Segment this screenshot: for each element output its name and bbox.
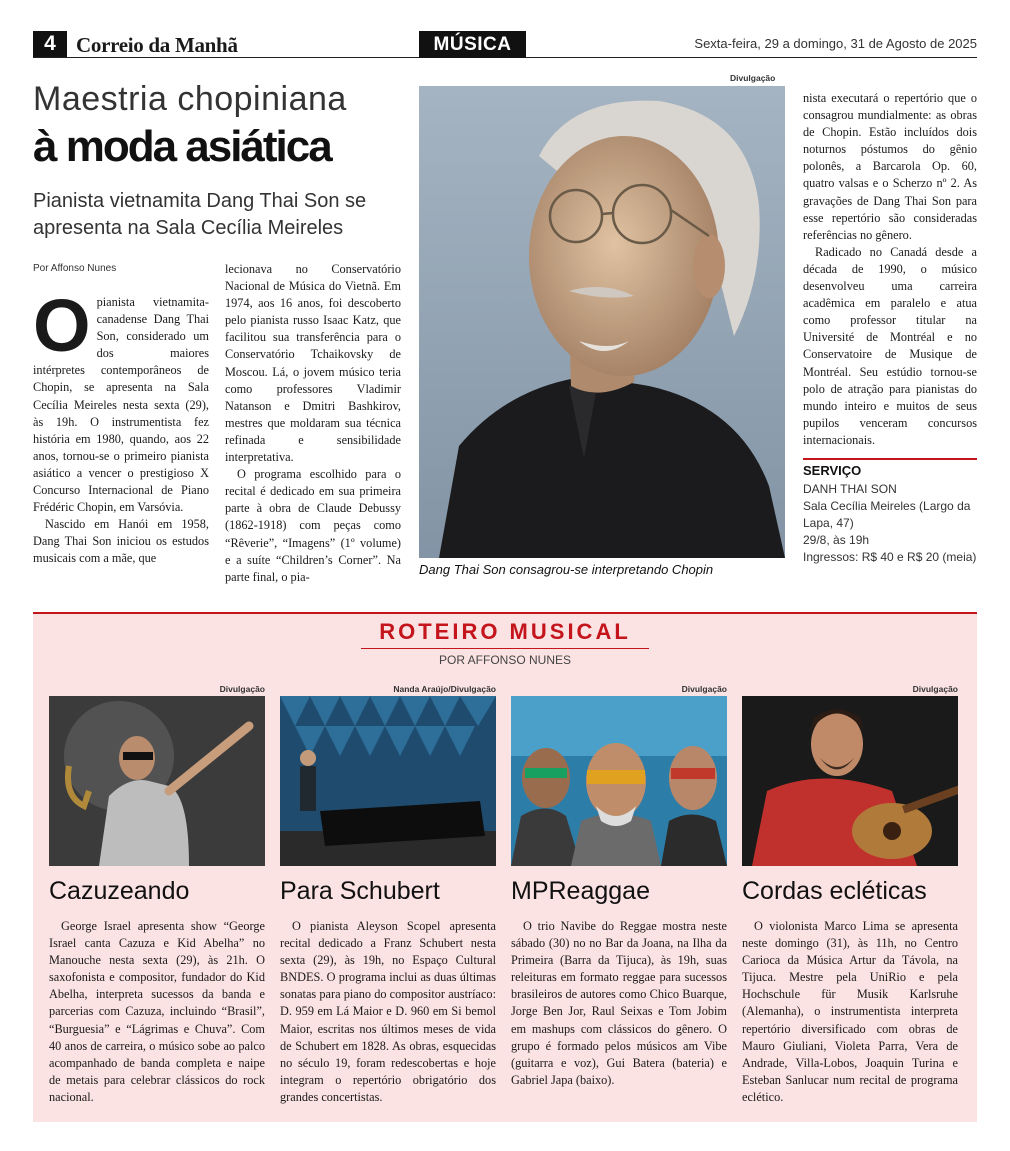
card-photo-guitarist: [742, 696, 958, 866]
article-subtitle: Pianista vietnamita Dang Thai Son se apresenta na Sala Cecília Meireles: [33, 190, 367, 239]
article-paragraph: [33, 284, 209, 516]
card-title: Cordas ecléticas: [742, 877, 927, 905]
card-text: O pianista Aleyson Scopel apresenta recital dedicado a Franz Schubert nesta sexta (29), às 19h, no Espaço Cultural BNDES. O programa inclui as duas últimas sonatas para piano do compositor austríaco: D. 959 em Lá Maior e D. 960 em Si bemol Maior, escritas nos últimos meses de vida de Schubert em 1828. As obras, esquecidas no século 19, foram redescobertas e hoje integram o repertório obrigatório dos grandes concertistas.: [280, 919, 496, 1104]
section-label: MÚSICA: [419, 31, 526, 58]
card-photo-credit: Divulgação: [681, 684, 727, 694]
article-byline: Por Affonso Nunes: [33, 263, 117, 274]
roteiro-title-rule: [361, 648, 649, 649]
card-title: Cazuzeando: [49, 877, 190, 905]
page-header: [33, 28, 977, 58]
service-heading: SERVIÇO: [803, 463, 862, 478]
paragraph-text: pianista vietnamita-canadense Dang Thai Son, considerado um dos maiores intérpretes contemporâneos de Chopin, se apresenta na Sala Cecília Meireles nesta sexta (29), às 19h. O instrumentista fez história em 1980, quando, aos 22 anos, tornou-se o primeiro pianista asiático a vencer o prestigioso X Concurso Internacional de Piano Frédéric Chopin, em Varsóvia.: [33, 295, 209, 515]
roteiro-card: [511, 684, 727, 1089]
article-paragraph: Radicado no Canadá desde a década de 1990, o músico desenvolveu uma carreira acadêmica em paralelo e atua como professor titular na Université de Montréal e no Conservatoire de Musique de Montréal. Seu estúdio tornou-se polo de atração para pianistas do mundo inteiro e muitos de seus pupilos venceram concursos internacionais.: [803, 244, 977, 447]
article-paragraph: Nascido em Hanói em 1958, Dang Thai Son iniciou os estudos musicais com a mãe, que: [33, 517, 209, 566]
card-text: O trio Navibe do Reggae mostra neste sábado (30) no no Bar da Joana, na Ilha da Primeira (Barra da Tijuca), às 19h, suas releituras em formato reggae para sucessos brasileiros de autores como Chico Buarque, Jorge Ben Jor, Raul Seixas e Tom Jobim em mashups com clássicos do gênero. O grupo é formado pelos músicos am Vibe (guitarra e voz), Gui Batera (bateria) e Gabriel Japa (baixo).: [511, 919, 727, 1087]
headline-line-1: Maestria chopiniana: [33, 80, 347, 118]
card-photo-saxophonist: [49, 696, 265, 866]
card-photo-credit: Divulgação: [912, 684, 958, 694]
card-photo-credit: Divulgação: [219, 684, 265, 694]
service-venue: Sala Cecília Meireles (Largo da Lapa, 47): [803, 499, 971, 530]
card-photo-pianist: [280, 696, 496, 866]
headline-line-2: à moda asiática: [33, 122, 331, 171]
service-event-name: DANH THAI SON: [803, 482, 897, 496]
roteiro-card: [742, 684, 958, 1106]
photo-caption: Dang Thai Son consagrou-se interpretando Chopin: [419, 562, 714, 577]
article-column-2: [225, 261, 401, 586]
service-date-time: 29/8, às 19h: [803, 533, 870, 547]
card-text: George Israel apresenta show “George Israel canta Cazuza e Kid Abelha” no Manouche nesta sexta (29), às 21h. O saxofonista e compositor, fundador do Kid Abelha, interpreta sucessos da banda e parcerias com Cazuza, incluindo “Brasil”, “Burguesia” e “Lágrimas e Chuva”. Com 40 anos de carreira, o músico sobe ao palco acompanhado de banda completa e naipe de metais para celebrar clássicos do rock nacional.: [49, 919, 265, 1104]
card-text: O violonista Marco Lima se apresenta neste domingo (31), às 11h, no Centro Carioca da Música Artur da Távola, na Tijuca. Mestre pela UniRio e pela Hochschule für Musik Karlsruhe (Alemanha), o instrumentista interpreta repertório diversificado com obras de Mauro Giuliani, Violeta Parra, Vera de Andrade, Villa-Lobos, Joaquin Turina e Esteban Sanlucar num recital de programa eclético.: [742, 919, 958, 1104]
roteiro-title: ROTEIRO MUSICAL: [379, 619, 631, 644]
card-title: Para Schubert: [280, 877, 440, 905]
roteiro-card: [49, 684, 265, 1106]
article-column-1: [33, 284, 209, 568]
main-photo-portrait: [419, 86, 785, 558]
card-photo-credit: Nanda Araújo/Divulgação: [393, 684, 496, 694]
newspaper-name: Correio da Manhã: [76, 33, 238, 57]
article-column-3: [803, 90, 977, 449]
page-number: 4: [33, 31, 67, 57]
roteiro-musical-box: [33, 612, 977, 1122]
card-title: MPReaggae: [511, 877, 650, 905]
card-photo-trio: [511, 696, 727, 866]
article-paragraph: nista executará o repertório que o consagrou mundialmente: as obras de Chopin. Estão incluídos dois noturnos póstumos do gênio polonês, a Barcarola Op. 60, quatro valsas e o Scherzo nº 2. As gravações de Dang Thai Son para esse repertório são consideradas referências no gênero.: [803, 91, 977, 242]
roteiro-card: [280, 684, 496, 1106]
roteiro-byline: POR AFFONSO NUNES: [438, 653, 572, 667]
article-paragraph: lecionava no Conservatório Nacional de Música do Vietnã. Em 1974, aos 16 anos, foi descoberto pelo pianista russo Isaac Katz, que facilitou sua transferência para o Conservatório Tchaikovsky de Moscou. Lá, o jovem músico teria como professores Vladimir Natanson e Dmitri Bashkirov, mestres que moldaram sua técnica refinada e sensibilidade interpretativa.: [225, 262, 401, 465]
article-paragraph: O programa escolhido para o recital é dedicado em sua primeira parte à obra de Claude Debussy (1862-1918) com peças como “Rêverie”, “Imagens” (1º volume) e a suíte “Children’s Corner”. Na parte final, o pia-: [225, 467, 401, 584]
service-tickets: Ingressos: R$ 40 e R$ 20 (meia): [803, 550, 977, 564]
drop-cap: O: [33, 284, 91, 367]
photo-credit: Divulgação: [730, 73, 776, 83]
issue-date: Sexta-feira, 29 a domingo, 31 de Agosto de 2025: [694, 36, 977, 51]
service-rule: [803, 458, 977, 460]
